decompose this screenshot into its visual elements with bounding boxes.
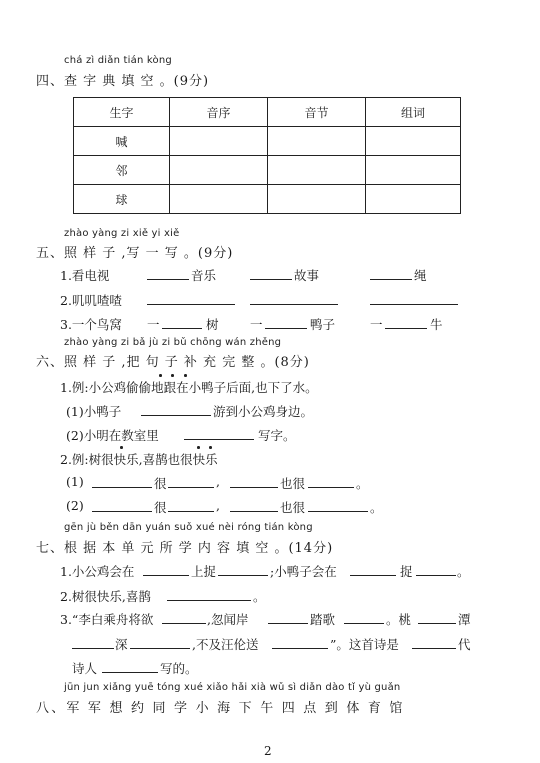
q7-text: ,不及汪伦送: [192, 637, 259, 652]
q6-item: (2): [66, 498, 84, 513]
answer-cell[interactable]: [366, 127, 461, 156]
table-header-row: [74, 98, 461, 127]
word: 也很: [280, 476, 306, 491]
word: 很: [154, 500, 167, 515]
answer-cell[interactable]: [268, 185, 366, 214]
q7-text: 1.小公鸡会在: [60, 564, 135, 579]
answer-blank[interactable]: [268, 611, 308, 624]
word: 一: [370, 317, 383, 332]
answer-blank[interactable]: [130, 636, 190, 649]
q7-text: ,忽闻岸: [207, 612, 249, 627]
answer-blank[interactable]: [350, 563, 396, 576]
page-number: 2: [264, 744, 272, 758]
answer-blank[interactable]: [92, 475, 152, 488]
q7-text: 。: [457, 564, 470, 579]
q7-text: 3.“李白乘舟将欲: [60, 612, 154, 627]
answer-blank[interactable]: [250, 292, 338, 305]
table-row: [74, 156, 461, 185]
answer-cell[interactable]: [268, 127, 366, 156]
answer-blank[interactable]: [162, 611, 206, 624]
word: 也很: [280, 500, 306, 515]
answer-blank[interactable]: [416, 563, 456, 576]
answer-blank[interactable]: [72, 636, 114, 649]
word: 很: [154, 476, 167, 491]
q8-pinyin: jūn jun xiǎng yuē tóng xué xiǎo hǎi xià wǔ sì diǎn dào tǐ yù guǎn: [64, 682, 401, 693]
answer-blank[interactable]: [272, 636, 328, 649]
answer-blank[interactable]: [370, 292, 458, 305]
answer-blank[interactable]: [370, 267, 412, 280]
answer-cell[interactable]: [170, 156, 268, 185]
q6-example1: 1.例:小公鸡偷偷地跟在小鸭子后面,也下了水。: [60, 380, 318, 395]
table-header: 音序: [170, 98, 268, 127]
answer-blank[interactable]: [92, 499, 152, 512]
zidian-table: [73, 97, 461, 214]
answer-blank[interactable]: [385, 316, 427, 329]
answer-blank[interactable]: [230, 475, 278, 488]
word: 一: [147, 317, 160, 332]
table-cell: 喊: [74, 127, 170, 156]
word: ,: [216, 498, 220, 513]
q5-title: 五、照 样 子 ,写 一 写 。(9分): [36, 246, 234, 261]
q7-text: 。桃: [386, 612, 412, 627]
q7-text: 。: [253, 589, 266, 604]
answer-blank[interactable]: [308, 499, 368, 512]
q4-pinyin: chá zì diǎn tián kòng: [64, 55, 172, 66]
q4-title: 四、查 字 典 填 空 。(9分): [36, 74, 210, 89]
answer-blank[interactable]: [265, 316, 307, 329]
q7-pinyin: gēn jù běn dān yuán suǒ xué nèi róng tián kòng: [64, 522, 313, 533]
q7-text: 深: [115, 637, 128, 652]
q7-text: 踏歌: [310, 612, 336, 627]
table-cell: 邻: [74, 156, 170, 185]
q7-text: 写的。: [160, 661, 198, 676]
answer-blank[interactable]: [230, 499, 278, 512]
q6-example2: 2.例:树很快乐,喜鹊也很快乐: [60, 452, 218, 467]
q6-item: 游到小公鸡身边。: [213, 404, 314, 419]
table-cell: 球: [74, 185, 170, 214]
answer-blank[interactable]: [102, 660, 158, 673]
table-header: 组词: [366, 98, 461, 127]
q7-text: 诗人: [72, 661, 98, 676]
answer-blank[interactable]: [308, 475, 354, 488]
table-header: 生字: [74, 98, 170, 127]
answer-cell[interactable]: [170, 185, 268, 214]
word: 音乐: [191, 268, 217, 283]
q6-item: 写字。: [258, 428, 296, 443]
answer-blank[interactable]: [141, 403, 211, 416]
word: 故事: [294, 268, 320, 283]
answer-blank[interactable]: [418, 611, 456, 624]
q6-item: (1)小鸭子: [66, 404, 122, 419]
answer-cell[interactable]: [268, 156, 366, 185]
answer-blank[interactable]: [168, 499, 214, 512]
answer-blank[interactable]: [218, 563, 268, 576]
answer-cell[interactable]: [170, 127, 268, 156]
word: ,: [216, 474, 220, 489]
answer-blank[interactable]: [147, 267, 189, 280]
answer-blank[interactable]: [143, 563, 189, 576]
q7-title: 七、根 据 本 单 元 所 学 内 容 填 空 。(14分): [36, 541, 334, 556]
q6-item: (2)小明在教室里: [66, 428, 159, 443]
answer-blank[interactable]: [168, 475, 214, 488]
answer-blank[interactable]: [167, 588, 251, 601]
answer-cell[interactable]: [366, 185, 461, 214]
q7-text: ”。这首诗是: [330, 637, 399, 652]
word: 。: [356, 476, 369, 491]
word: 树: [206, 317, 219, 332]
q7-text: 潭: [458, 612, 471, 627]
answer-cell[interactable]: [366, 156, 461, 185]
word: 牛: [430, 317, 443, 332]
q5-row1-label: 1.看电视: [60, 268, 110, 283]
table-row: [74, 185, 461, 214]
q6-item: (1): [66, 474, 84, 489]
answer-blank[interactable]: [162, 316, 202, 329]
table-row: [74, 127, 461, 156]
answer-blank[interactable]: [147, 292, 235, 305]
word: 鸭子: [310, 317, 336, 332]
word: 绳: [414, 268, 427, 283]
q6-pinyin: zhào yàng zi bǎ jù zi bǔ chōng wán zhěng: [64, 337, 282, 348]
q7-text: 2.树很快乐,喜鹊: [60, 589, 151, 604]
word: 。: [370, 500, 383, 515]
answer-blank[interactable]: [250, 267, 292, 280]
word: 一: [250, 317, 263, 332]
q8-title: 八、军 军 想 约 同 学 小 海 下 午 四 点 到 体 育 馆: [36, 701, 405, 716]
answer-blank[interactable]: [412, 636, 456, 649]
q5-row2-label: 2.叽叽喳喳: [60, 293, 122, 308]
q7-text: 代: [458, 637, 471, 652]
q5-row3-label: 3.一个鸟窝: [60, 317, 122, 332]
q7-text: 上捉: [191, 564, 217, 579]
answer-blank[interactable]: [344, 611, 384, 624]
q5-pinyin: zhào yàng zi xiě yi xiě: [64, 228, 180, 239]
table-header: 音节: [268, 98, 366, 127]
q6-title: 六、照 样 子 ,把 句 子 补 充 完 整 。(8分): [36, 355, 310, 370]
answer-blank[interactable]: [184, 427, 254, 440]
q7-text: ;小鸭子会在: [270, 564, 337, 579]
q7-text: 捉: [400, 564, 413, 579]
